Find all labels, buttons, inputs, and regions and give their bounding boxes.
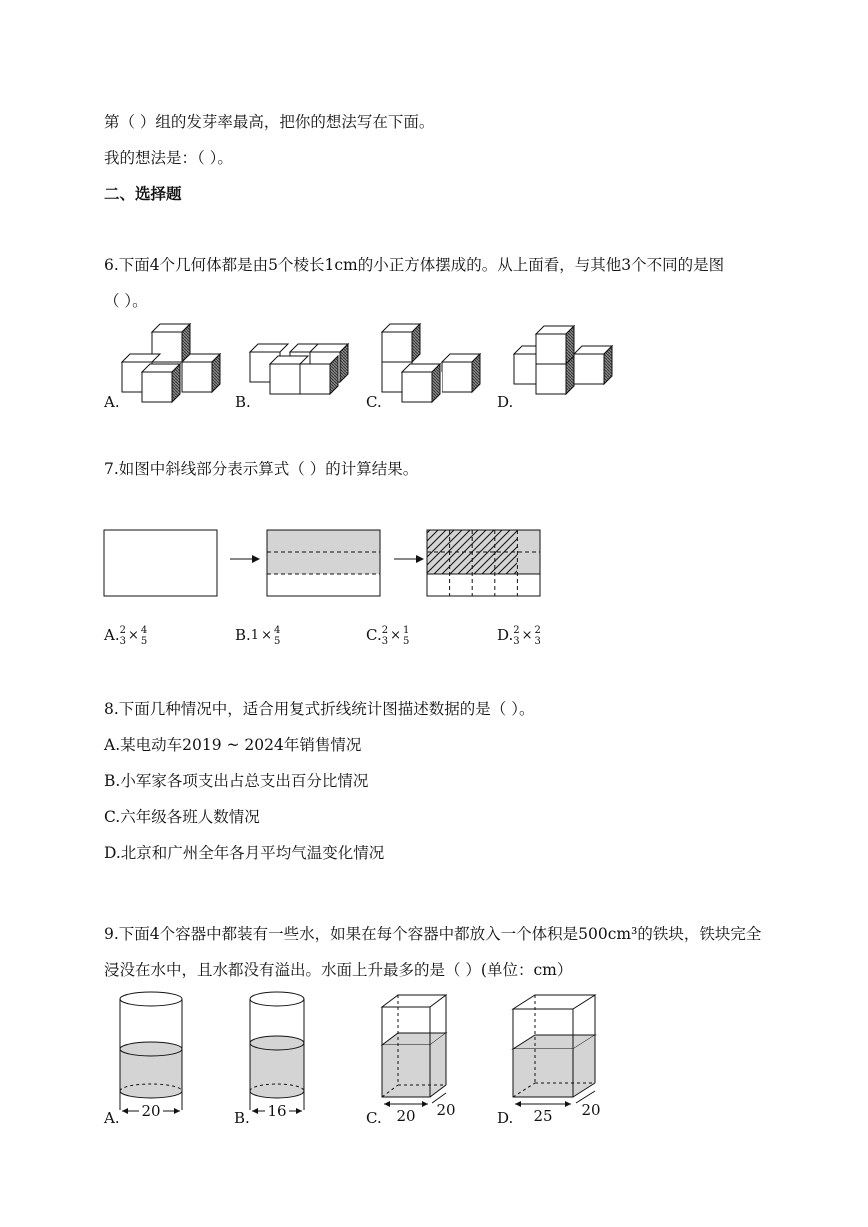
q6-option-d[interactable]: D. bbox=[497, 393, 514, 411]
q7-rect-hatched bbox=[427, 530, 540, 596]
q7-option-a-label: A. bbox=[104, 626, 120, 644]
q7-option-c[interactable]: C. 2 3 × 1 5 bbox=[366, 625, 410, 647]
q9-option-b[interactable]: B. bbox=[234, 1109, 250, 1127]
q7-option-c-label: C. bbox=[366, 626, 382, 644]
q7-rect-rows bbox=[267, 530, 380, 596]
q6-figure-c bbox=[382, 324, 480, 402]
q9-dim-c-depth: 20 bbox=[436, 1101, 456, 1119]
q7-option-a[interactable]: A. 2 3 × 4 5 bbox=[104, 625, 148, 647]
q9-option-c[interactable]: C. bbox=[366, 1109, 382, 1127]
q8-text: 8.下面几种情况中，适合用复式折线统计图描述数据的是（ ）。 bbox=[104, 700, 535, 718]
q9-container-c bbox=[382, 995, 456, 1125]
q8-option-a[interactable]: A.某电动车2019 ~ 2024年销售情况 bbox=[104, 736, 362, 754]
q9-dim-a: 20 bbox=[141, 1102, 161, 1120]
q9-dim-c-width: 20 bbox=[396, 1107, 416, 1125]
q6-figure-a bbox=[122, 324, 220, 402]
q8-option-c[interactable]: C.六年级各班人数情况 bbox=[104, 808, 260, 826]
fraction: 4 5 bbox=[140, 625, 148, 647]
fraction: 4 5 bbox=[273, 625, 281, 647]
q6-figure-b bbox=[250, 344, 348, 394]
q5-line2: 我的想法是：（ ）。 bbox=[104, 149, 233, 167]
q5-line1: 第（ ）组的发芽率最高，把你的想法写在下面。 bbox=[104, 113, 435, 131]
q6-option-a[interactable]: A. bbox=[104, 393, 120, 411]
q9-text1: 9.下面4个容器中都装有一些水，如果在每个容器中都放入一个体积是500cm³的铁块，铁块完全 bbox=[104, 925, 762, 943]
q7-rect-blank bbox=[104, 530, 217, 596]
q6-text1: 6.下面4个几何体都是由5个棱长1cm的小正方体摆成的。从上面看，与其他3个不同的是图 bbox=[104, 256, 725, 274]
q7-option-d-label: D. bbox=[497, 626, 514, 644]
q7-diagram bbox=[100, 524, 550, 604]
q9-option-d[interactable]: D. bbox=[497, 1109, 514, 1127]
q8-option-b[interactable]: B.小军家各项支出占总支出百分比情况 bbox=[104, 772, 369, 790]
q7-option-b-label: B. bbox=[235, 626, 251, 644]
fraction: 1 5 bbox=[403, 625, 410, 647]
fraction: 2 3 bbox=[513, 625, 520, 647]
q6-figure-d bbox=[514, 326, 612, 394]
q9-dim-d-depth: 20 bbox=[581, 1101, 601, 1119]
q6-option-b[interactable]: B. bbox=[235, 393, 251, 411]
q7-text: 7.如图中斜线部分表示算式（ ）的计算结果。 bbox=[104, 460, 419, 478]
section-title: 二、选择题 bbox=[104, 184, 182, 203]
q9-dim-d-width: 25 bbox=[533, 1107, 553, 1125]
q7-option-d[interactable]: D. 2 3 × 2 3 bbox=[497, 625, 541, 647]
q9-container-b bbox=[250, 992, 304, 1120]
q9-containers bbox=[100, 985, 620, 1130]
q6-text2: （ ）。 bbox=[104, 292, 148, 310]
fraction: 2 3 bbox=[534, 625, 541, 647]
q9-text2: 浸没在水中，且水都没有溢出。水面上升最多的是（ ）(单位：cm） bbox=[104, 961, 573, 979]
q9-dim-b: 16 bbox=[267, 1102, 287, 1120]
q9-container-a bbox=[120, 992, 182, 1120]
fraction: 2 3 bbox=[119, 625, 126, 647]
q9-option-a[interactable]: A. bbox=[104, 1109, 120, 1127]
fraction: 2 3 bbox=[381, 625, 389, 647]
q6-option-c[interactable]: C. bbox=[366, 393, 382, 411]
q7-option-b[interactable]: B.1 × 4 5 bbox=[235, 625, 281, 647]
q9-container-d bbox=[513, 995, 601, 1125]
q8-option-d[interactable]: D.北京和广州全年各月平均气温变化情况 bbox=[104, 844, 385, 862]
